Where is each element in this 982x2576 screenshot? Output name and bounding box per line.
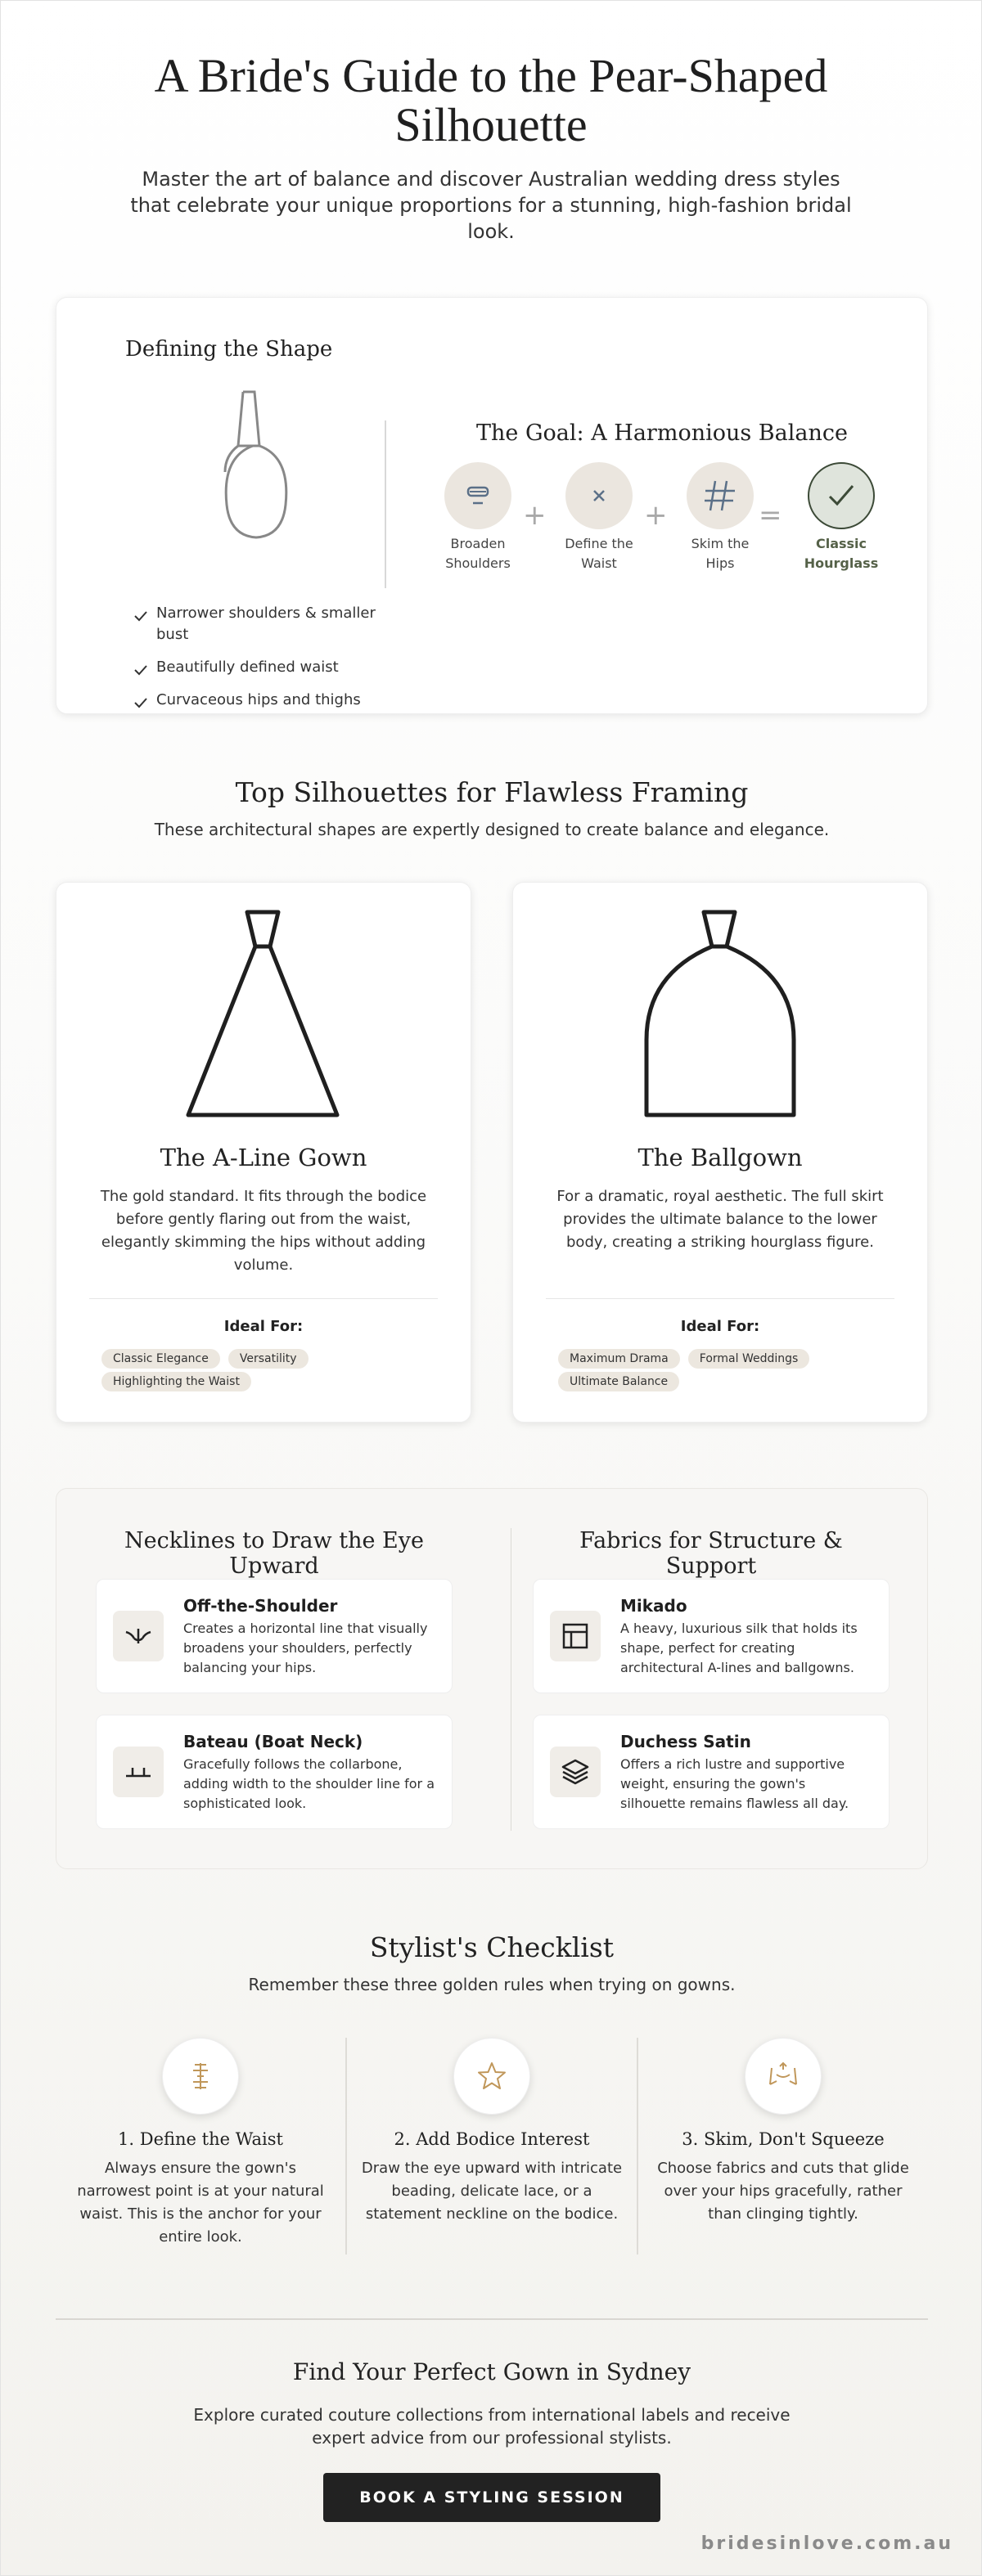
fabric-name: Mikado — [620, 1596, 687, 1616]
card-divider — [89, 1298, 438, 1299]
gown-name: The A-Line Gown — [160, 1144, 367, 1171]
tag: Versatility — [228, 1349, 309, 1369]
plus-operator: + — [644, 499, 668, 532]
gown-description: For a dramatic, royal aesthetic. The full skirt provides the ultimate balance to the lower body, creating a striking hourglass figure. — [556, 1188, 884, 1251]
fabric-text: Offers a rich lustre and supportive weight, ensuring the gown's silhouette remains flawless all day. — [620, 1756, 849, 1811]
neckline-name: Bateau (Boat Neck) — [183, 1732, 363, 1751]
tag: Maximum Drama — [558, 1349, 680, 1369]
a-line-gown-icon — [56, 909, 471, 1125]
a-line-gown-card — [56, 882, 471, 1423]
neckline-text: Gracefully follows the collarbone, adding width to the shoulder line for a sophisticated look. — [183, 1756, 435, 1811]
trait-text: Curvaceous hips and thighs — [156, 691, 361, 708]
check-icon — [133, 661, 148, 682]
page-title: A Bride's Guide to the Pear-Shaped Silhouette — [154, 49, 828, 151]
fabric-item-mikado — [533, 1579, 890, 1693]
step-title: 3. Skim, Don't Squeeze — [682, 2129, 885, 2149]
trait-text: Narrower shoulders & smaller bust — [156, 605, 376, 643]
silhouettes-header — [1, 776, 982, 839]
footer-brand[interactable]: bridesinlove.com.au — [700, 2533, 953, 2554]
fabric-text: A heavy, luxurious silk that holds its shape, perfect for creating architectural A-lines and ballgowns. — [620, 1621, 858, 1675]
trait-item — [133, 657, 387, 678]
step-text: Draw the eye upward with intricate beading, delicate lace, or a statement neckline on the bodice. — [361, 2160, 623, 2223]
step-title: 1. Define the Waist — [118, 2129, 283, 2149]
tag: Classic Elegance — [101, 1349, 220, 1369]
section-subtitle: These architectural shapes are expertly designed to create balance and elegance. — [154, 820, 830, 839]
star-icon — [453, 2038, 530, 2115]
goal-label: Broaden Shoulders — [445, 536, 511, 571]
trait-text: Beautifully defined waist — [156, 659, 339, 676]
checklist-step — [361, 2038, 623, 2226]
necklines-column — [96, 1528, 453, 1811]
book-styling-session-button[interactable]: BOOK A STYLING SESSION — [323, 2473, 660, 2522]
necklines-title: Necklines to Draw the Eye Upward — [124, 1528, 424, 1579]
check-icon — [133, 694, 148, 715]
neckline-name: Off-the-Shoulder — [183, 1596, 338, 1616]
ideal-for-label: Ideal For: — [223, 1318, 304, 1335]
checklist-header — [1, 1931, 982, 1994]
cta-title: Find Your Perfect Gown in Sydney — [292, 2358, 691, 2385]
goal-item-shoulders — [433, 462, 523, 573]
fabric-grid-icon — [550, 1611, 601, 1661]
section-subtitle: Remember these three golden rules when trying on gowns. — [248, 1975, 736, 1994]
ballgown-icon — [513, 909, 927, 1125]
card-divider — [546, 1298, 894, 1299]
tag-list — [558, 1349, 882, 1396]
checkmark-icon — [808, 462, 875, 529]
section-divider — [56, 2318, 928, 2320]
goal-label: Define the Waist — [565, 536, 633, 571]
neckline-text: Creates a horizontal line that visually broadens your shoulders, perfectly balancing your hips. — [183, 1621, 428, 1675]
step-divider — [637, 2038, 638, 2255]
traits-list — [133, 603, 387, 722]
plus-operator: + — [523, 499, 547, 532]
goal-label: Skim the Hips — [691, 536, 750, 571]
off-shoulder-icon — [113, 1611, 164, 1661]
trait-item — [133, 603, 387, 645]
goal-panel — [433, 420, 891, 593]
tag: Ultimate Balance — [558, 1372, 679, 1391]
vertical-divider — [385, 420, 386, 588]
step-text: Always ensure the gown's narrowest point is at your natural waist. This is the anchor for your entire look. — [77, 2160, 324, 2246]
gown-description: The gold standard. It fits through the bodice before gently flaring out from the waist, elegantly skimming the hips without adding volume. — [100, 1188, 427, 1274]
tag: Formal Weddings — [688, 1349, 810, 1369]
fabrics-title: Fabrics for Structure & Support — [579, 1528, 843, 1579]
trait-item — [133, 690, 387, 711]
checklist-step — [70, 2038, 331, 2249]
boat-neck-icon — [113, 1747, 164, 1797]
pear-figure-icon — [215, 390, 297, 545]
checklist-step — [652, 2038, 914, 2226]
step-divider — [345, 2038, 347, 2255]
defining-shape-card — [56, 297, 928, 714]
necklines-fabrics-panel — [56, 1488, 928, 1869]
hips-hash-icon — [687, 462, 754, 529]
fabrics-column — [533, 1528, 890, 1811]
waist-x-icon — [565, 462, 633, 529]
section-title: Stylist's Checklist — [369, 1931, 615, 1963]
expand-arrows-icon — [745, 2038, 822, 2115]
ideal-for-label: Ideal For: — [680, 1318, 760, 1335]
waist-icon — [162, 2038, 239, 2115]
gown-name: The Ballgown — [637, 1144, 803, 1171]
layers-icon — [550, 1747, 601, 1797]
goal-item-hips — [675, 462, 765, 573]
section-title: Top Silhouettes for Flawless Framing — [235, 776, 749, 808]
goal-equation — [433, 462, 891, 593]
hero — [1, 1, 981, 245]
cta-section — [1, 2358, 982, 2449]
shape-title: Defining the Shape — [125, 337, 333, 362]
fabric-name: Duchess Satin — [620, 1732, 751, 1751]
page-subtitle: Master the art of balance and discover Australian wedding dress styles that celebrate your unique proportions for a stunning, high-fashion bridal look. — [130, 168, 852, 243]
goal-item-waist — [554, 462, 644, 573]
goal-title: The Goal: A Harmonious Balance — [476, 420, 848, 446]
shape-definition — [92, 337, 376, 708]
check-icon — [133, 607, 148, 628]
neckline-item-off-shoulder — [96, 1579, 453, 1693]
tag-list — [101, 1349, 426, 1396]
step-text: Choose fabrics and cuts that glide over your hips gracefully, rather than clinging tightly. — [657, 2160, 909, 2223]
step-title: 2. Add Bodice Interest — [394, 2129, 590, 2149]
ballgown-card — [512, 882, 928, 1423]
goal-label: Classic Hourglass — [804, 536, 879, 571]
shoulders-icon — [444, 462, 511, 529]
tag: Highlighting the Waist — [101, 1372, 251, 1391]
fabric-item-duchess-satin — [533, 1715, 890, 1829]
goal-item-hourglass — [796, 462, 886, 573]
neckline-item-bateau — [96, 1715, 453, 1829]
equals-operator: = — [759, 499, 782, 532]
cta-text: Explore curated couture collections from international labels and receive expert advice from our professional stylists. — [193, 2405, 791, 2448]
